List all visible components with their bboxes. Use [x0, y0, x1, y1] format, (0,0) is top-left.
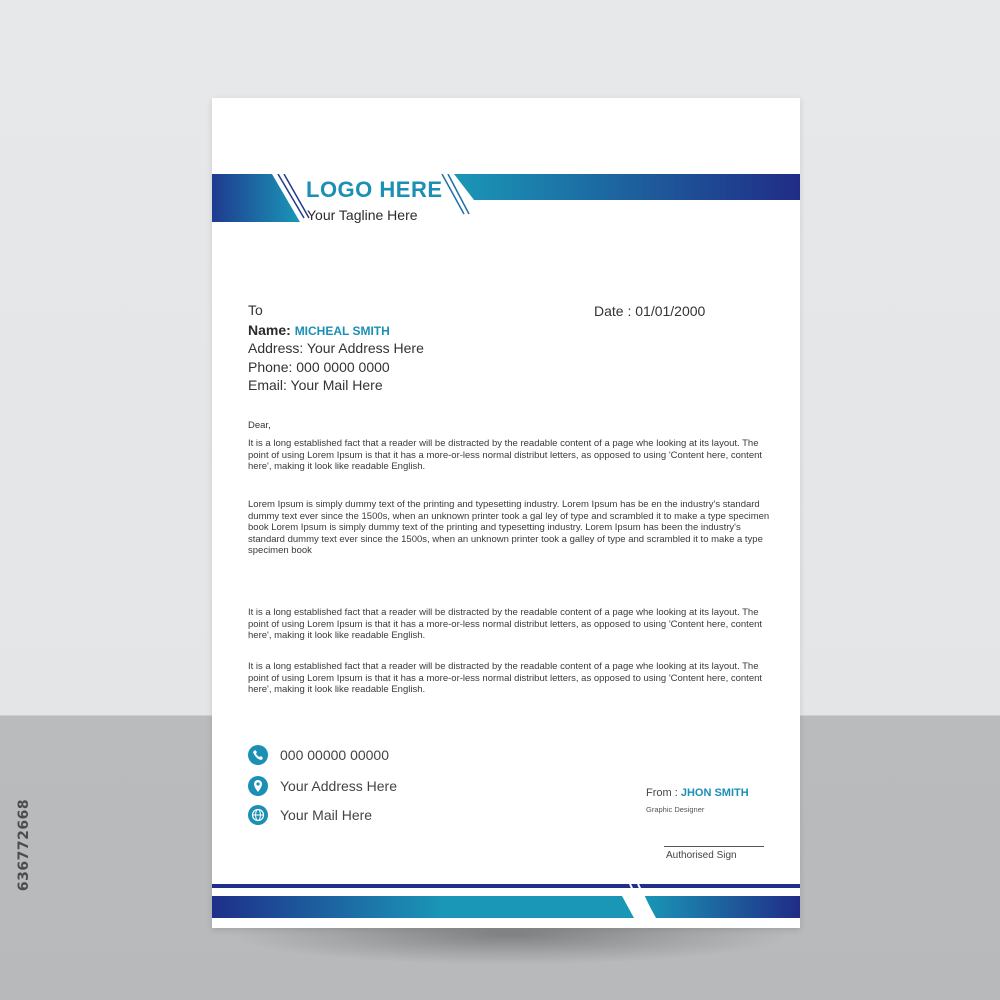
- salutation: Dear,: [248, 420, 271, 431]
- from-name: JHON SMITH: [680, 787, 749, 799]
- stock-id-label: [10, 760, 38, 930]
- signature-line: [664, 846, 764, 847]
- logo-title: LOGO HERE: [306, 177, 443, 202]
- header-band: [212, 174, 800, 230]
- contact-mail-row: [248, 805, 372, 825]
- to-label: To: [248, 302, 263, 318]
- from-label: From :: [646, 787, 678, 799]
- header-left-shape: [212, 174, 300, 222]
- body-paragraph-4: It is a long established fact that a reader will be distracted by the readable content of a page whe looking at its layout. The point of using Lorem Ipsum is that it has a more-or-less normal distribut letters, as opposed to using 'Content here, content here', making it look like readable English.: [248, 661, 763, 696]
- authorised-sign-label: Authorised Sign: [666, 850, 737, 861]
- body-paragraph-1: It is a long established fact that a reader will be distracted by the readable content of a page whe looking at its layout. The point of using Lorem Ipsum is that it has a more-or-less normal distribut letters, as opposed to using 'Content here, content here', making it look like readable English.: [248, 438, 763, 473]
- contact-address-row: [248, 776, 397, 796]
- body-paragraph-3: It is a long established fact that a reader will be distracted by the readable content of a page whe looking at its layout. The point of using Lorem Ipsum is that it has a more-or-less normal distribut letters, as opposed to using 'Content here, content here', making it look like readable English.: [248, 607, 763, 642]
- globe-icon: [248, 805, 268, 825]
- letter-date: Date : 01/01/2000: [594, 303, 706, 319]
- contact-mail: Your Mail Here: [280, 807, 373, 823]
- location-pin-icon: [248, 776, 268, 796]
- recipient-address: Address: Your Address Here: [248, 340, 424, 356]
- body-paragraph-2: Lorem Ipsum is simply dummy text of the printing and typesetting industry. Lorem Ipsum has be en the industry's standard dummy text ever since the 1500s, when an unknown printer took a gal ley of type and scrambled it to make a type specimen book Lorem Ipsum is simply dummy text of the printing and typesetting industry. Lorem Ipsum has been the industry's standard dummy text ever since the 1500s, when an unknown printer took a galley of type and scrambled it to make a type specimen book: [248, 499, 770, 557]
- from-line: [646, 787, 749, 799]
- footer-thin-line: [212, 884, 800, 888]
- stock-id-text: 636772668: [16, 798, 33, 892]
- sender-role: Graphic Designer: [646, 805, 705, 814]
- footer-band: [212, 884, 800, 920]
- recipient-name-line: [248, 322, 390, 338]
- logo-tagline: Your Tagline Here: [307, 207, 418, 223]
- recipient-phone: Phone: 000 0000 0000: [248, 359, 390, 375]
- recipient-name: MICHEAL SMITH: [294, 324, 390, 338]
- footer-right-shape: [644, 896, 800, 918]
- name-label: Name:: [248, 322, 291, 338]
- letterhead-page: [212, 98, 800, 928]
- header-right-shape: [454, 174, 800, 200]
- recipient-email: Email: Your Mail Here: [248, 377, 383, 393]
- contact-phone-row: [248, 745, 389, 765]
- contact-phone: 000 00000 00000: [280, 747, 389, 763]
- footer-left-shape: [212, 896, 634, 918]
- contact-address: Your Address Here: [280, 778, 397, 794]
- phone-icon: [248, 745, 268, 765]
